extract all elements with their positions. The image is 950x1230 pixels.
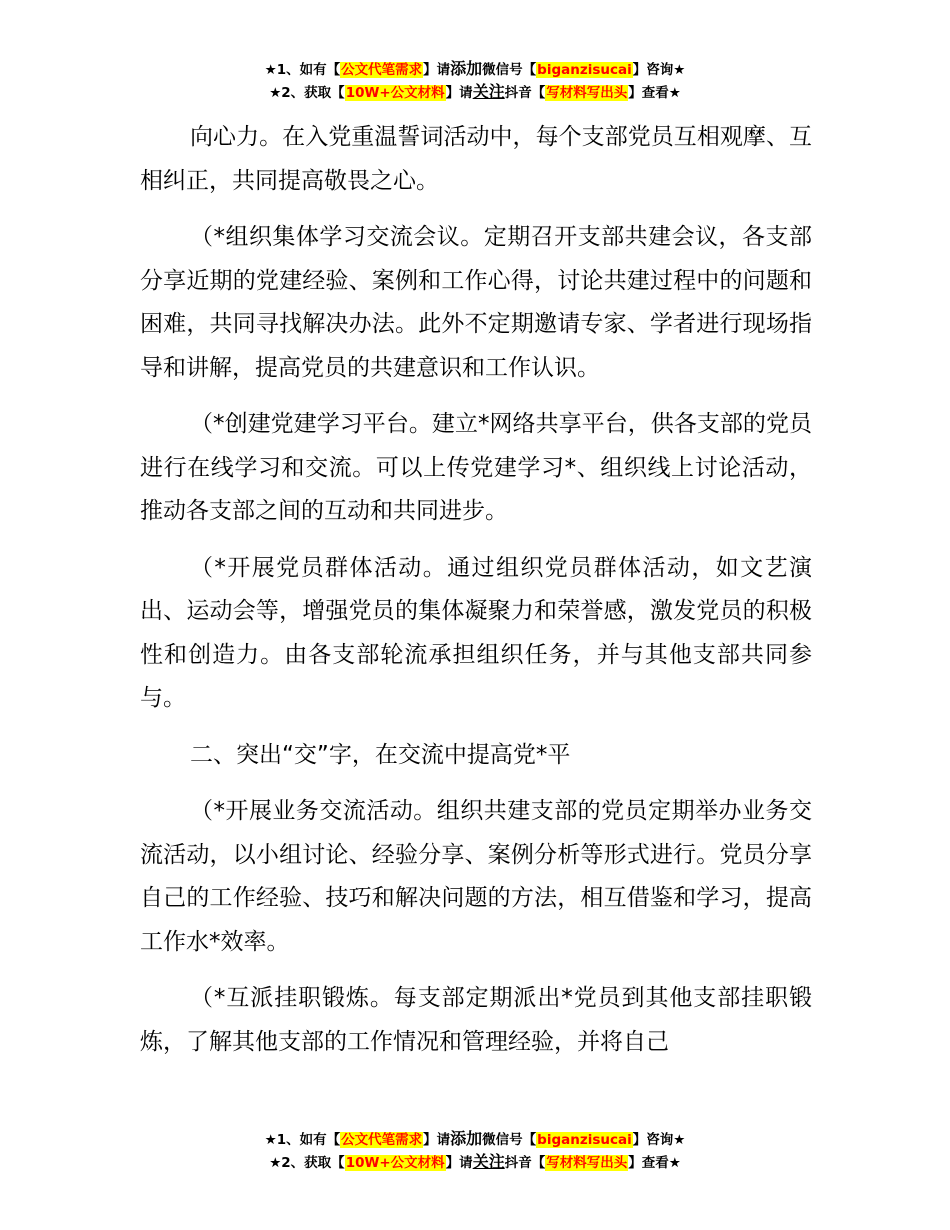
paragraph: （*互派挂职锻炼。每支部定期派出*党员到其他支部挂职锻炼，了解其他支部的工作情况和管理经验，并将自己 — [140, 985, 812, 1055]
highlight-wechat-id: biganzisucai — [537, 62, 632, 78]
banner-text: 】请 — [423, 1132, 451, 1148]
banner-emphasis-add: 添加 — [450, 1129, 483, 1148]
banner-text: 】查看★ — [628, 1155, 681, 1171]
banner-line-1 — [0, 58, 950, 81]
banner-text: ★1、如有【 — [264, 1132, 341, 1148]
footer-banner — [0, 1128, 950, 1174]
paragraph: （*组织集体学习交流会议。定期召开支部共建会议，各支部分享近期的党建经验、案例和工作心得，讨论共建过程中的问题和困难，共同寻找解决办法。此外不定期邀请专家、学者进行现场指导和讲解，提高党员的共建意识和工作认识。 — [140, 224, 812, 381]
banner-text: 】请 — [423, 62, 451, 78]
banner-text: 】请 — [445, 1155, 473, 1171]
highlight-douyin-account: 写材料写出头 — [546, 1155, 628, 1171]
banner-text: 】咨询★ — [632, 62, 686, 78]
highlight-wechat-id: biganzisucai — [537, 1132, 632, 1148]
banner-text: 】咨询★ — [632, 1132, 686, 1148]
highlight-materials: 10W+公文材料 — [345, 85, 445, 101]
highlight-douyin-account: 写材料写出头 — [546, 85, 628, 101]
highlight-writing-service: 公文代笔需求 — [341, 62, 423, 78]
highlight-writing-service: 公文代笔需求 — [341, 1132, 423, 1148]
banner-text: ★2、获取【 — [269, 1155, 345, 1171]
banner-text: ★1、如有【 — [264, 62, 341, 78]
header-banner — [0, 58, 950, 104]
banner-line-2 — [0, 81, 950, 104]
banner-text: ★2、获取【 — [269, 85, 345, 101]
banner-emphasis-follow: 关注 — [472, 1152, 505, 1171]
paragraph: 向心力。在入党重温誓词活动中，每个支部党员互相观摩、互相纠正，共同提高敬畏之心。 — [140, 124, 812, 194]
banner-text: 抖音【 — [504, 85, 546, 101]
banner-text: 抖音【 — [504, 1155, 546, 1171]
section-heading: 二、突出“交”字，在交流中提高党*平 — [190, 741, 571, 768]
banner-text: 】查看★ — [628, 85, 681, 101]
banner-emphasis-add: 添加 — [450, 59, 483, 78]
document-body — [140, 116, 812, 1077]
banner-line-2 — [0, 1151, 950, 1174]
highlight-materials: 10W+公文材料 — [345, 1155, 445, 1171]
banner-text: 微信号【 — [482, 62, 537, 78]
paragraph: （*创建党建学习平台。建立*网络共享平台，供各支部的党员进行在线学习和交流。可以上传党建学习*、组织线上讨论活动，推动各支部之间的互动和共同进步。 — [140, 411, 812, 524]
paragraph: （*开展业务交流活动。组织共建支部的党员定期举办业务交流活动，以小组讨论、经验分享、案例分析等形式进行。党员分享自己的工作经验、技巧和解决问题的方法，相互借鉴和学习，提高工作水*效率。 — [140, 798, 812, 955]
paragraph: （*开展党员群体活动。通过组织党员群体活动，如文艺演出、运动会等，增强党员的集体凝聚力和荣誉感，激发党员的积极性和创造力。由各支部轮流承担组织任务，并与其他支部共同参与。 — [140, 554, 812, 711]
banner-text: 】请 — [445, 85, 473, 101]
banner-line-1 — [0, 1128, 950, 1151]
banner-emphasis-follow: 关注 — [472, 82, 505, 101]
banner-text: 微信号【 — [482, 1132, 537, 1148]
